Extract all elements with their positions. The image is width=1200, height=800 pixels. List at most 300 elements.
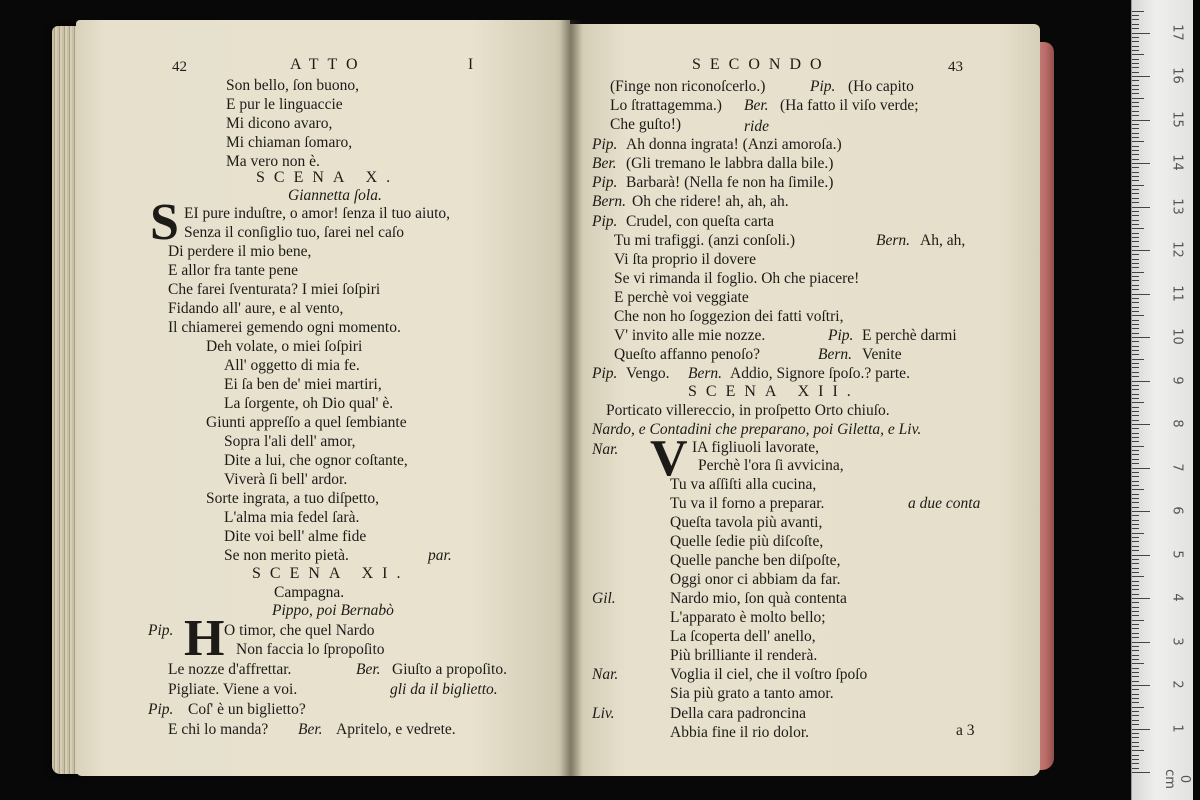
dropcap-v: V — [650, 430, 688, 487]
page-number-left: 42 — [172, 59, 187, 75]
ruler-label: 16 — [1169, 67, 1185, 84]
ruler-tick — [1132, 106, 1139, 107]
ruler-tick — [1132, 528, 1139, 529]
speaker-label: Ber. — [356, 661, 381, 678]
ruler-tick — [1132, 502, 1139, 503]
ruler-tick — [1132, 294, 1150, 295]
speaker-label: Gil. — [592, 590, 616, 607]
verse-line: Nardo mio, ſon quà contenta — [670, 590, 847, 607]
verse-line: Senza il conſiglio tuo, ſarei nel caſo — [184, 224, 404, 241]
speaker-label: Pip. — [148, 622, 174, 639]
verse-line: Perchè l'ora ſi avvicina, — [698, 457, 844, 474]
ruler-tick — [1132, 733, 1139, 734]
ruler-tick — [1132, 176, 1139, 177]
ruler-tick — [1132, 589, 1139, 590]
ruler-tick — [1132, 263, 1139, 264]
ruler-tick — [1132, 59, 1139, 60]
verse-line: Il chiamerei gemendo ogni momento. — [168, 319, 401, 336]
ruler-tick — [1132, 307, 1139, 308]
running-header-left: ATTO — [290, 56, 367, 73]
verse-line: Venite — [862, 346, 902, 363]
ruler-tick — [1132, 246, 1139, 247]
speaker-label: Pip. — [810, 78, 836, 95]
ruler-tick — [1132, 302, 1139, 303]
ruler-tick — [1132, 367, 1139, 368]
verse-line: Deh volate, o miei ſoſpiri — [206, 338, 363, 355]
ruler-tick — [1132, 729, 1150, 730]
ruler-tick — [1132, 89, 1139, 90]
verse-line: Tu va aſſiſti alla cucina, — [670, 476, 817, 493]
ruler-tick — [1132, 415, 1139, 416]
verse-line: L'apparato è molto bello; — [670, 609, 826, 626]
ruler-tick — [1132, 624, 1139, 625]
header-mark: I — [468, 56, 474, 73]
ruler-tick — [1132, 33, 1150, 34]
ruler-tick — [1132, 433, 1139, 434]
ruler-tick — [1132, 489, 1144, 490]
scene-xi-characters: Pippo, poi Bernabò — [272, 602, 394, 619]
verse-line: Barbarà! (Nella fe non ha ſimile.) — [626, 174, 834, 191]
ruler-tick — [1132, 185, 1144, 186]
ruler-tick — [1132, 541, 1139, 542]
verse-line: (Finge non riconoſcerlo.) — [610, 78, 766, 95]
ruler-tick — [1132, 420, 1139, 421]
ruler-tick — [1132, 568, 1139, 569]
verse-line: Dite voi bell' alme fide — [224, 528, 367, 545]
verse-line: E perchè darmi — [862, 327, 957, 344]
ruler-label: 0 cm — [1162, 769, 1192, 789]
ruler-tick — [1132, 515, 1139, 516]
ruler-tick — [1132, 93, 1139, 94]
ruler-tick — [1132, 354, 1139, 355]
ruler-tick — [1132, 620, 1144, 621]
ruler-tick — [1132, 172, 1139, 173]
ruler-label: 7 — [1169, 462, 1185, 472]
ruler-tick — [1132, 115, 1139, 116]
verse-line: All' oggetto di mia fe. — [224, 357, 360, 374]
ruler-tick — [1132, 628, 1139, 629]
ruler-tick — [1132, 759, 1139, 760]
ruler-tick — [1132, 224, 1139, 225]
ruler-tick — [1132, 28, 1139, 29]
ruler-tick — [1132, 546, 1139, 547]
catchword: a 3 — [956, 722, 975, 739]
ruler-tick — [1132, 237, 1139, 238]
ruler-tick — [1132, 341, 1139, 342]
ruler-tick — [1132, 154, 1139, 155]
ruler-tick — [1132, 750, 1144, 751]
ruler-tick — [1132, 772, 1150, 773]
speaker-label: Ber. — [592, 155, 617, 172]
ruler-tick — [1132, 359, 1144, 360]
verse-line: Tu va il forno a preparar. — [670, 495, 825, 512]
ruler-tick — [1132, 437, 1139, 438]
ruler-label: 12 — [1169, 241, 1185, 258]
ruler-tick — [1132, 476, 1139, 477]
scene-xii-title: SCENA XII. — [688, 383, 860, 400]
verse-line: Abbia fine il rio dolor. — [670, 724, 810, 741]
ruler-tick — [1132, 276, 1139, 277]
ruler-tick — [1132, 98, 1144, 99]
verse-line: Mi chiaman ſomaro, — [226, 134, 353, 151]
ruler-tick — [1132, 350, 1139, 351]
scene-xii-setting: Porticato villereccio, in proſpetto Orto chiuſo. — [606, 402, 890, 419]
ruler-tick — [1132, 63, 1139, 64]
ruler-tick — [1132, 468, 1150, 469]
ruler-tick — [1132, 19, 1139, 20]
ruler-tick — [1132, 585, 1139, 586]
ruler-label: 15 — [1169, 110, 1185, 128]
ruler-label: 3 — [1169, 636, 1185, 646]
verse-line: (Ha fatto il viſo verde; — [780, 97, 919, 114]
speaker-label: Pip. — [592, 174, 618, 191]
verse-line: Mi dicono avaro, — [226, 115, 333, 132]
ruler-tick — [1132, 663, 1144, 664]
verse-line: Quelle panche ben diſpoſte, — [670, 552, 841, 569]
ruler-tick — [1132, 494, 1139, 495]
ruler-tick — [1132, 311, 1139, 312]
ruler-tick — [1132, 581, 1139, 582]
ruler-tick — [1132, 215, 1139, 216]
scene-xii-characters: Nardo, e Contadini che preparano, poi Giletta, e Liv. — [592, 421, 922, 438]
verse-line: Dite a lui, che ognor coſtante, — [224, 452, 408, 469]
verse-line: Vengo. — [626, 365, 670, 382]
ruler-tick — [1132, 137, 1139, 138]
ruler-tick — [1132, 694, 1139, 695]
ruler-tick — [1132, 507, 1139, 508]
verse-line: (Ho capito — [848, 78, 914, 95]
ruler-tick — [1132, 111, 1139, 112]
ruler-tick — [1132, 280, 1139, 281]
ruler-tick — [1132, 715, 1139, 716]
verse-line: Giuſto a propoſito. — [392, 661, 507, 678]
verse-line: Oggi onor ci abbiam da far. — [670, 571, 841, 588]
verse-line: Ei ſa ben de' miei martiri, — [224, 376, 382, 393]
verse-line: Apritelo, e vedrete. — [336, 721, 456, 738]
ruler-tick — [1132, 272, 1144, 273]
scene-x-character: Giannetta ſola. — [288, 187, 382, 204]
ruler-tick — [1132, 141, 1144, 142]
verse-line: Che non ho ſoggezion dei fatti voſtri, — [614, 308, 844, 325]
verse-line: Son bello, ſon buono, — [226, 77, 360, 94]
ruler-tick — [1132, 54, 1144, 55]
ruler-tick — [1132, 768, 1139, 769]
ruler-tick — [1132, 411, 1139, 412]
dropcap-s: S — [150, 194, 179, 251]
ruler-tick — [1132, 598, 1150, 599]
verse-line: Che guſto!) — [610, 116, 682, 133]
verse-line: Queſto affanno penoſo? — [614, 346, 761, 363]
ruler-tick — [1132, 372, 1139, 373]
ruler-label: 4 — [1169, 593, 1185, 602]
ruler-tick — [1132, 320, 1139, 321]
ruler-tick — [1132, 550, 1139, 551]
ruler-tick — [1132, 167, 1139, 168]
ruler-tick — [1132, 572, 1139, 573]
verse-line: Della cara padroncina — [670, 705, 806, 722]
ruler-tick — [1132, 454, 1139, 455]
ruler-tick — [1132, 120, 1150, 121]
ruler-tick — [1132, 267, 1139, 268]
speaker-label: Pip. — [148, 701, 174, 718]
ruler-tick — [1132, 742, 1139, 743]
ruler-tick — [1132, 11, 1144, 12]
ruler-tick — [1132, 689, 1139, 690]
verse-line: O timor, che quel Nardo — [224, 622, 375, 639]
ruler-tick — [1132, 737, 1139, 738]
ruler-tick — [1132, 233, 1139, 234]
ruler-tick — [1132, 746, 1139, 747]
ruler-tick — [1132, 207, 1150, 208]
ruler-tick — [1132, 698, 1139, 699]
ruler-tick — [1132, 459, 1139, 460]
ruler-tick — [1132, 755, 1139, 756]
verse-line: Non faccia lo ſpropoſito — [236, 641, 385, 658]
book-gutter — [560, 20, 582, 776]
ruler-tick — [1132, 363, 1139, 364]
verse-line: E perchè voi veggiate — [614, 289, 749, 306]
ruler-tick — [1132, 559, 1139, 560]
ruler-tick — [1132, 24, 1139, 25]
ruler-tick — [1132, 555, 1150, 556]
ruler-tick — [1132, 298, 1139, 299]
ruler-tick — [1132, 198, 1139, 199]
speaker-label: Nar. — [592, 666, 619, 683]
ruler-tick — [1132, 481, 1139, 482]
ruler-tick — [1132, 315, 1144, 316]
speaker-label: Bern. — [876, 232, 911, 249]
ruler-tick — [1132, 15, 1139, 16]
verse-line: E allor fra tante pene — [168, 262, 298, 279]
verse-line: Giunti appreſſo a quel ſembiante — [206, 414, 407, 431]
ruler-tick — [1132, 50, 1139, 51]
ruler-tick — [1132, 85, 1139, 86]
ruler-tick — [1132, 685, 1150, 686]
ruler-tick — [1132, 202, 1139, 203]
ruler-tick — [1132, 472, 1139, 473]
verse-line: EI pure induſtre, o amor! ſenza il tuo aiuto, — [184, 205, 450, 222]
ruler-tick — [1132, 159, 1139, 160]
ruler-tick — [1132, 250, 1150, 251]
ruler-tick — [1132, 650, 1139, 651]
verse-line: Sopra l'ali dell' amor, — [224, 433, 356, 450]
ruler-tick — [1132, 76, 1150, 77]
ruler-tick — [1132, 180, 1139, 181]
ruler-tick — [1132, 533, 1144, 534]
ruler-label: 1 — [1169, 723, 1185, 733]
ruler-tick — [1132, 659, 1139, 660]
verse-line: Che farei ſventurata? I miei ſoſpiri — [168, 281, 381, 298]
ruler-tick — [1132, 485, 1139, 486]
ruler-label: 13 — [1169, 197, 1185, 215]
ruler-tick — [1132, 259, 1139, 260]
ruler-tick — [1132, 133, 1139, 134]
ruler-tick — [1132, 463, 1139, 464]
speaker-label: Pip. — [592, 365, 618, 382]
stage-direction: gli da il biglietto. — [390, 681, 498, 698]
verse-line: Coſ' è un biglietto? — [188, 701, 306, 718]
ruler-tick — [1132, 346, 1139, 347]
ruler-tick — [1132, 324, 1139, 325]
verse-line: Sorte ingrata, a tuo diſpetto, — [206, 490, 380, 507]
ruler-tick — [1132, 146, 1139, 147]
scene-xi-title: SCENA XI. — [252, 565, 410, 582]
ruler-tick — [1132, 228, 1144, 229]
ruler-tick — [1132, 537, 1139, 538]
ruler-tick — [1132, 328, 1139, 329]
verse-line: Ah donna ingrata! (Anzi amoroſa.) — [626, 136, 842, 153]
verse-line: Le nozze d'affrettar. — [168, 661, 292, 678]
speaker-label: Pip. — [828, 327, 854, 344]
verse-line: Voglia il ciel, che il voſtro ſpoſo — [670, 666, 868, 683]
ruler-tick — [1132, 446, 1144, 447]
measurement-ruler — [1131, 0, 1193, 800]
right-page — [570, 24, 1040, 776]
ruler-tick — [1132, 337, 1150, 338]
ruler-label: 17 — [1169, 23, 1185, 41]
ruler-tick — [1132, 402, 1144, 403]
ruler-label: 2 — [1169, 680, 1185, 689]
ruler-tick — [1132, 72, 1139, 73]
ruler-tick — [1132, 428, 1139, 429]
ruler-tick — [1132, 763, 1139, 764]
ruler-tick — [1132, 193, 1139, 194]
verse-line: L'alma mia fedel ſarà. — [224, 509, 360, 526]
ruler-tick — [1132, 67, 1139, 68]
ruler-tick — [1132, 254, 1139, 255]
ruler-tick — [1132, 150, 1139, 151]
speaker-label: Pip. — [592, 136, 618, 153]
verse-line: Di perdere il mio bene, — [168, 243, 312, 260]
ruler-tick — [1132, 450, 1139, 451]
ruler-label: 11 — [1169, 284, 1185, 302]
verse-line: E chi lo manda? — [168, 721, 269, 738]
speaker-label: Bern. — [688, 365, 723, 382]
verse-line: Più brilliante il renderà. — [670, 647, 818, 664]
ruler-tick — [1132, 642, 1150, 643]
verse-line: Queſta tavola più avanti, — [670, 514, 823, 531]
verse-line: Ma vero non è. — [226, 153, 320, 170]
ruler-label: 5 — [1169, 549, 1185, 559]
ruler-tick — [1132, 124, 1139, 125]
scene-xi-setting: Campagna. — [274, 584, 345, 601]
ruler-tick — [1132, 385, 1139, 386]
ruler-tick — [1132, 702, 1139, 703]
ruler-tick — [1132, 46, 1139, 47]
ruler-tick — [1132, 724, 1139, 725]
ruler-tick — [1132, 424, 1150, 425]
verse-line: Ah, ah, — [920, 232, 966, 249]
verse-line: Lo ſtrattagemma.) — [610, 97, 722, 114]
verse-line: Tu mi trafiggi. (anzi conſoli.) — [614, 232, 796, 249]
ruler-tick — [1132, 633, 1139, 634]
speaker-label: Bern. — [818, 346, 853, 363]
running-header-right: SECONDO — [692, 56, 831, 73]
ruler-tick — [1132, 611, 1139, 612]
ruler-tick — [1132, 189, 1139, 190]
verse-line: Addio, Signore ſpoſo.? parte. — [730, 365, 910, 382]
ruler-tick — [1132, 602, 1139, 603]
verse-line: Oh che ridere! ah, ah, ah. — [632, 193, 789, 210]
speaker-label: Liv. — [592, 705, 615, 722]
verse-line: (Gli tremano le labbra dalla bile.) — [626, 155, 834, 172]
verse-line: V' invito alle mie nozze. — [614, 327, 766, 344]
ruler-tick — [1132, 520, 1139, 521]
verse-line: Crudel, con queſta carta — [626, 213, 775, 230]
ruler-tick — [1132, 668, 1139, 669]
ruler-tick — [1132, 720, 1139, 721]
dropcap-h: H — [184, 610, 225, 667]
verse-line: IA figliuoli lavorate, — [692, 439, 819, 456]
ruler-label: 8 — [1169, 419, 1185, 428]
verse-line: Fidando all' aure, e al vento, — [168, 300, 344, 317]
speaker-label: Pip. — [592, 213, 618, 230]
speaker-label: Bern. — [592, 193, 627, 210]
ruler-tick — [1132, 563, 1139, 564]
ruler-tick — [1132, 676, 1139, 677]
scene-x-title: SCENA X. — [256, 169, 400, 186]
speaker-label: Ber. — [298, 721, 323, 738]
speaker-label: Ber. — [744, 97, 769, 114]
ruler-tick — [1132, 681, 1139, 682]
speaker-label: Nar. — [592, 441, 619, 458]
left-page — [76, 20, 570, 776]
ruler-tick — [1132, 102, 1139, 103]
verse-line: Se vi rimanda il foglio. Oh che piacere! — [614, 270, 860, 287]
verse-line: Pigliate. Viene a voi. — [168, 681, 298, 698]
ruler-tick — [1132, 398, 1139, 399]
ruler-label: 6 — [1169, 506, 1185, 515]
verse-line: La ſorgente, oh Dio qual' è. — [224, 395, 394, 412]
verse-line: La ſcoperta dell' anello, — [670, 628, 816, 645]
ruler-tick — [1132, 511, 1150, 512]
ruler-tick — [1132, 576, 1144, 577]
ruler-tick — [1132, 407, 1139, 408]
verse-line: Viverà ſi bell' ardor. — [224, 471, 348, 488]
ruler-tick — [1132, 376, 1139, 377]
verse-line: Vi ſta proprio il dovere — [614, 251, 756, 268]
ruler-tick — [1132, 394, 1139, 395]
ruler-tick — [1132, 220, 1139, 221]
ruler-tick — [1132, 594, 1139, 595]
ruler-label: 9 — [1169, 375, 1185, 385]
ruler-tick — [1132, 289, 1139, 290]
verse-line: E pur le linguaccie — [226, 96, 343, 113]
stage-direction: a due conta — [908, 495, 981, 512]
ruler-tick — [1132, 498, 1139, 499]
ruler-tick — [1132, 672, 1139, 673]
ruler-tick — [1132, 163, 1150, 164]
ruler-tick — [1132, 711, 1139, 712]
page-number-right: 43 — [948, 59, 963, 75]
ruler-tick — [1132, 707, 1144, 708]
ruler-label: 10 — [1169, 328, 1185, 345]
ruler-tick — [1132, 80, 1139, 81]
ruler-tick — [1132, 41, 1139, 42]
ruler-tick — [1132, 128, 1139, 129]
verse-line: Quelle ſedie più diſcoſte, — [670, 533, 824, 550]
ruler-tick — [1132, 655, 1139, 656]
ruler-tick — [1132, 389, 1139, 390]
verse-line: Sia più grato a tanto amor. — [670, 685, 834, 702]
stage-direction: par. — [428, 547, 452, 564]
ruler-label: 14 — [1169, 154, 1185, 171]
ruler-tick — [1132, 615, 1139, 616]
verse-line: Se non merito pietà. — [224, 547, 349, 564]
ruler-tick — [1132, 607, 1139, 608]
ruler-tick — [1132, 381, 1150, 382]
ruler-tick — [1132, 524, 1139, 525]
